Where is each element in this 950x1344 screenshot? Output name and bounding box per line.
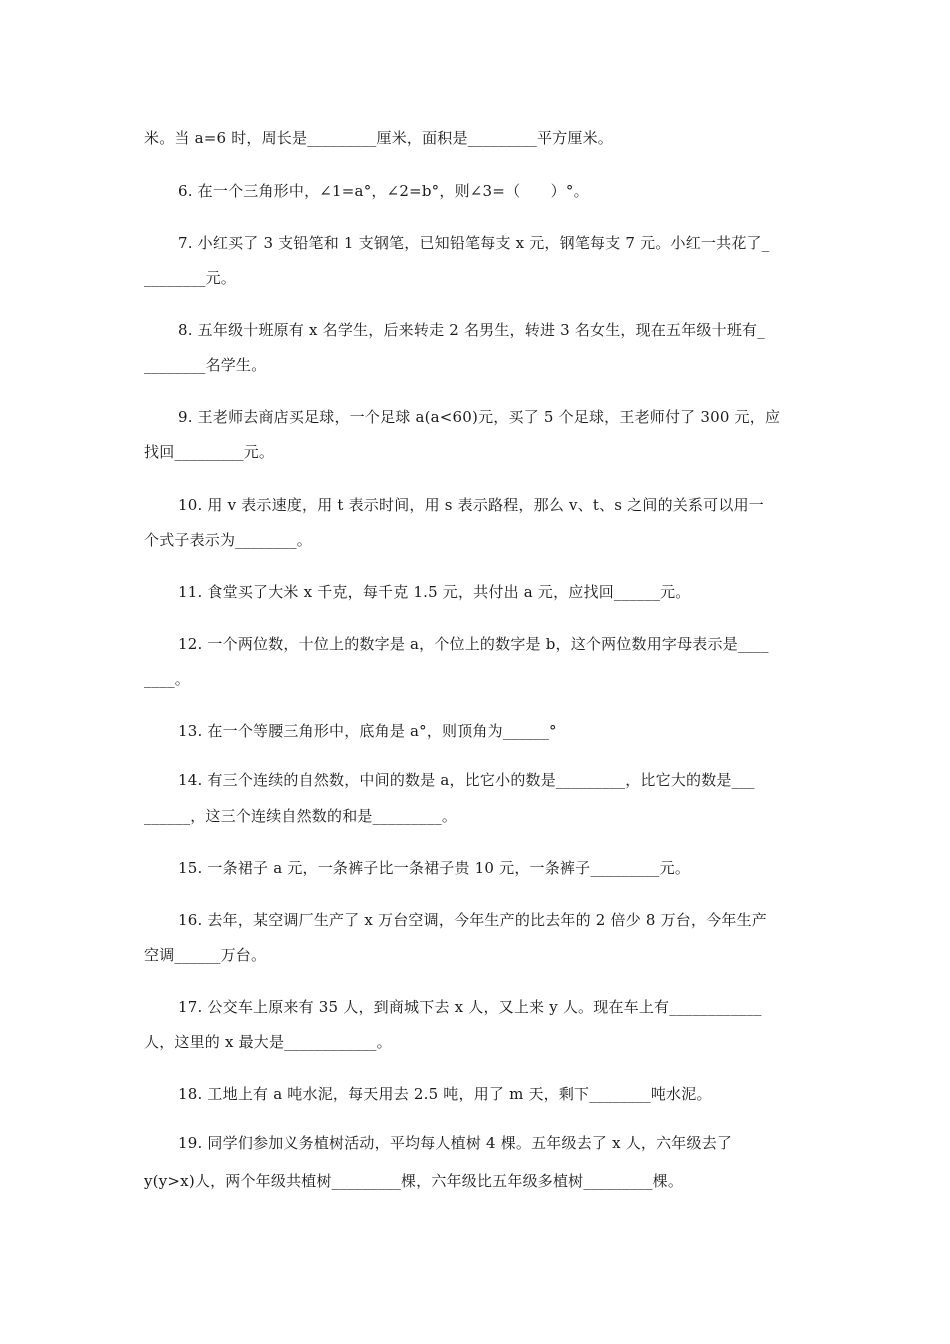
question-10-cont: 个式子表示为________。 [144, 531, 313, 549]
question-17-cont: 人，这里的 x 最大是____________。 [144, 1033, 392, 1051]
question-8-cont: ________名学生。 [144, 356, 267, 374]
text-line: 米。当 a=6 时，周长是_________厘米，面积是_________平方厘米。 [144, 129, 613, 147]
question-12-cont: ____。 [144, 670, 191, 688]
question-9-cont: 找回_________元。 [144, 443, 275, 461]
question-11: 11. 食堂买了大米 x 千克，每千克 1.5 元，共付出 a 元，应找回______元。 [178, 583, 691, 601]
question-8: 8. 五年级十班原有 x 名学生，后来转走 2 名男生，转进 3 名女生，现在五年级十班有_ [178, 321, 765, 339]
question-14-cont: ______，这三个连续自然数的和是_________。 [144, 807, 458, 825]
question-19-cont: y(y>x)人，两个年级共植树_________棵，六年级比五年级多植树_________棵。 [144, 1172, 684, 1190]
question-7: 7. 小红买了 3 支铅笔和 1 支钢笔，已知铅笔每支 x 元，钢笔每支 7 元。小红一共花了_ [178, 234, 770, 252]
question-13: 13. 在一个等腰三角形中，底角是 a°，则顶角为______° [178, 722, 557, 740]
question-16: 16. 去年，某空调厂生产了 x 万台空调，今年生产的比去年的 2 倍少 8 万台，今年生产 [178, 911, 767, 929]
question-7-cont: ________元。 [144, 269, 237, 287]
question-15: 15. 一条裙子 a 元，一条裤子比一条裙子贵 10 元，一条裤子_________元。 [178, 859, 691, 877]
question-12: 12. 一个两位数，十位上的数字是 a，个位上的数字是 b，这个两位数用字母表示是____ [178, 635, 769, 653]
question-10: 10. 用 v 表示速度，用 t 表示时间，用 s 表示路程，那么 v、t、s 之间的关系可以用一 [178, 496, 764, 514]
question-19: 19. 同学们参加义务植树活动，平均每人植树 4 棵。五年级去了 x 人，六年级去了 [178, 1134, 733, 1152]
question-14: 14. 有三个连续的自然数，中间的数是 a，比它小的数是_________，比它大的数是___ [178, 771, 755, 789]
question-6: 6. 在一个三角形中，∠1=a°，∠2=b°，则∠3=（ ）°。 [178, 182, 589, 200]
question-17: 17. 公交车上原来有 35 人，到商城下去 x 人，又上来 y 人。现在车上有____________ [178, 998, 762, 1016]
question-18: 18. 工地上有 a 吨水泥，每天用去 2.5 吨，用了 m 天，剩下________吨水泥。 [178, 1085, 712, 1103]
question-16-cont: 空调______万台。 [144, 946, 267, 964]
question-9: 9. 王老师去商店买足球，一个足球 a(a<60)元，买了 5 个足球，王老师付了 300 元，应 [178, 408, 781, 426]
